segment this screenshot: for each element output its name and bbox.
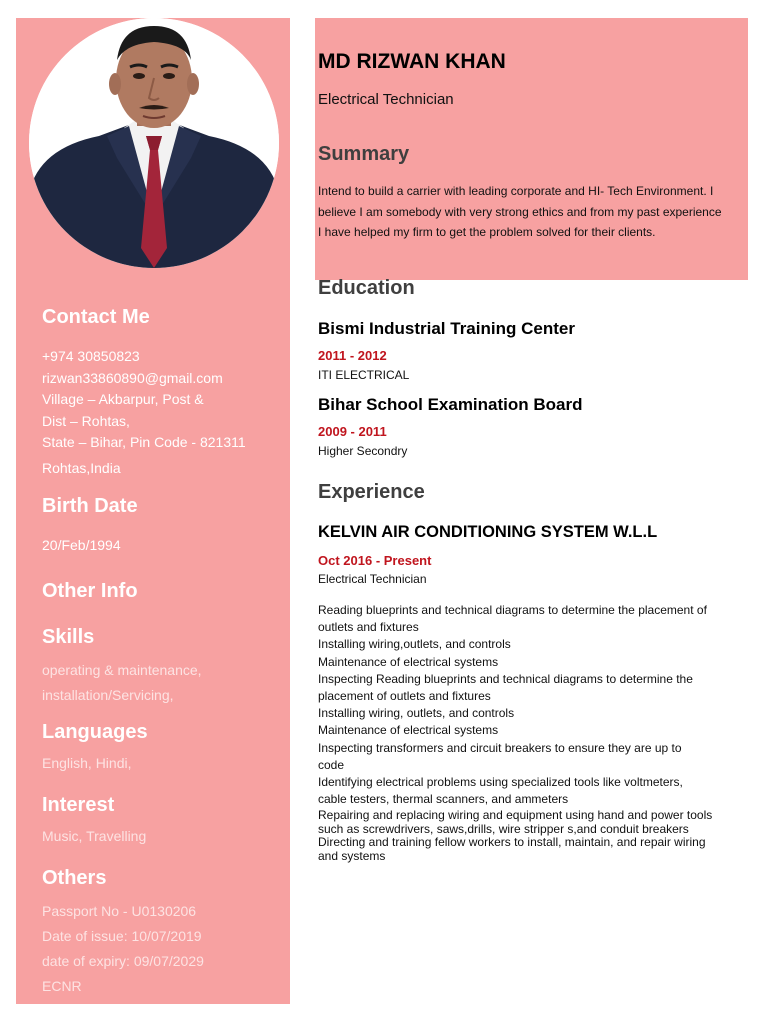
school-name: Bihar School Examination Board: [318, 395, 583, 414]
address-line: Village – Akbarpur, Post &: [42, 391, 204, 407]
duty-line: and systems: [318, 848, 386, 863]
experience-heading: Experience: [318, 481, 425, 503]
skill-item: installation/Servicing,: [42, 687, 174, 703]
languages-heading: Languages: [42, 721, 148, 743]
job-role: Electrical Technician: [318, 572, 427, 586]
employment-period: Oct 2016 - Present: [318, 553, 432, 568]
birth-date-heading: Birth Date: [42, 495, 138, 517]
duty-line: placement of outlets and fixtures: [318, 689, 491, 704]
summary-text: [318, 181, 738, 243]
passport-issue-date: Date of issue: 10/07/2019: [42, 928, 202, 944]
others-heading: Others: [42, 867, 107, 889]
portrait-illustration: [29, 18, 279, 268]
skills-list: [42, 658, 202, 708]
company-name: KELVIN AIR CONDITIONING SYSTEM W.L.L: [318, 523, 658, 541]
contact-details: [42, 346, 246, 479]
duty-line: such as screwdrivers, saws,drills, wire stripper s,and conduit breakers: [318, 821, 689, 836]
education-heading: Education: [318, 277, 415, 299]
duty-line: Inspecting Reading blueprints and technical diagrams to determine the: [318, 671, 693, 686]
duty-line: Maintenance of electrical systems: [318, 654, 499, 669]
summary-line: believe I am somebody with very strong ethics and from my past experience: [318, 204, 722, 219]
interest-heading: Interest: [42, 794, 115, 816]
duty-line: code: [318, 757, 345, 772]
candidate-title: Electrical Technician: [318, 91, 454, 108]
duty-line: Installing wiring, outlets, and controls: [318, 706, 515, 721]
address-line: Rohtas,India: [42, 459, 121, 476]
other-info-heading: Other Info: [42, 580, 138, 602]
candidate-name: MD RIZWAN KHAN: [318, 50, 506, 73]
address-line: Dist – Rohtas,: [42, 412, 130, 429]
education-years: 2011 - 2012: [318, 348, 387, 363]
email-address: rizwan33860890@gmail.com: [42, 369, 223, 386]
education-years: 2009 - 2011: [318, 424, 387, 439]
duty-line: Installing wiring,outlets, and controls: [318, 637, 511, 652]
address-line: State – Bihar, Pin Code - 821311: [42, 434, 246, 450]
duty-line: Maintenance of electrical systems: [318, 723, 499, 738]
phone-number: +974 30850823: [42, 348, 140, 364]
summary-line: I have helped my firm to get the problem solved for their clients.: [318, 225, 656, 239]
course-name: Higher Secondry: [318, 444, 408, 458]
duty-line: Reading blueprints and technical diagrams to determine the placement of: [318, 603, 707, 617]
skill-item: operating & maintenance,: [42, 662, 202, 678]
contact-heading: Contact Me: [42, 306, 150, 328]
passport-expiry-date: date of expiry: 09/07/2029: [42, 953, 204, 969]
duty-line: outlets and fixtures: [318, 620, 419, 635]
duty-line: Identifying electrical problems using specialized tools like voltmeters,: [318, 775, 683, 790]
duty-line: Directing and training fellow workers to install, maintain, and repair wiring: [318, 835, 706, 850]
summary-heading: Summary: [318, 143, 410, 165]
others-list: [42, 899, 204, 999]
interest-value: Music, Travelling: [42, 828, 147, 844]
course-name: ITI ELECTRICAL: [318, 368, 410, 382]
skills-heading: Skills: [42, 626, 95, 648]
duty-line: Repairing and replacing wiring and equipment using hand and power tools: [318, 808, 713, 823]
duties-list: [318, 602, 738, 863]
duty-line: Inspecting transformers and circuit breakers to ensure they are up to: [318, 740, 682, 755]
passport-number: Passport No - U0130206: [42, 903, 197, 919]
school-name: Bismi Industrial Training Center: [318, 319, 575, 338]
profile-photo: [29, 18, 279, 268]
ecnr-status: ECNR: [42, 978, 82, 994]
summary-line: Intend to build a carrier with leading corporate and HI- Tech Environment. I: [318, 184, 714, 198]
birth-date-value: 20/Feb/1994: [42, 537, 121, 553]
languages-value: English, Hindi,: [42, 755, 132, 771]
duty-line: cable testers, thermal scanners, and ammeters: [318, 792, 569, 807]
